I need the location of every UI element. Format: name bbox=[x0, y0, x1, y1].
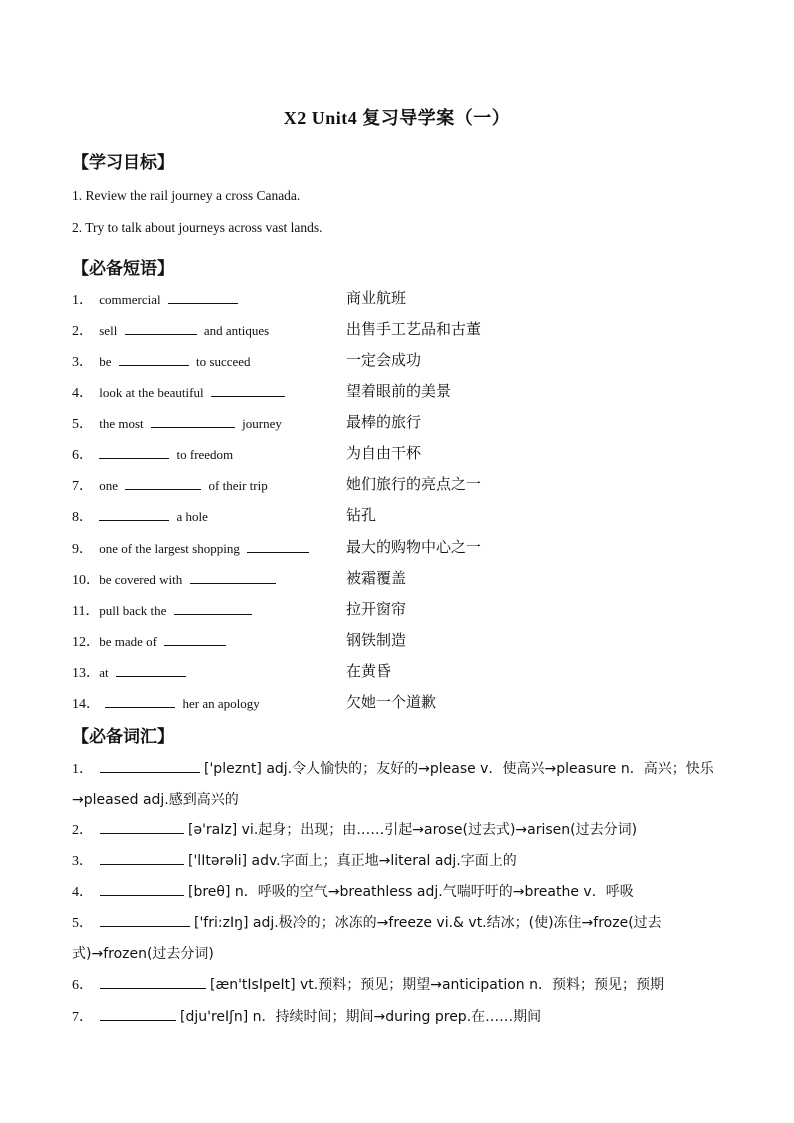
answer-blank[interactable] bbox=[125, 322, 197, 335]
answer-blank[interactable] bbox=[190, 571, 276, 584]
phrase-number: 2． bbox=[72, 324, 93, 339]
vocab-item bbox=[72, 908, 722, 970]
answer-blank[interactable] bbox=[164, 633, 226, 646]
phrase-text: one bbox=[99, 478, 119, 493]
vocab-number: 1． bbox=[72, 762, 93, 777]
phrase-number: 5． bbox=[72, 417, 93, 432]
vocab-number: 5． bbox=[72, 916, 93, 931]
phrase-number: 1． bbox=[72, 293, 93, 308]
answer-blank[interactable] bbox=[100, 760, 200, 773]
phrase-text: to succeed bbox=[196, 354, 251, 369]
phrase-text: be bbox=[99, 354, 112, 369]
phrase-translation: 钢铁制造 bbox=[346, 631, 407, 649]
phrase-row bbox=[72, 662, 190, 682]
answer-blank[interactable] bbox=[100, 852, 184, 865]
vocab-item bbox=[72, 1002, 722, 1033]
phrase-text: of their trip bbox=[208, 478, 268, 493]
phrase-text: the most bbox=[99, 416, 144, 431]
phrase-translation: 出售手工艺品和古董 bbox=[346, 320, 482, 338]
vocab-number: 3． bbox=[72, 854, 93, 869]
phrase-row bbox=[72, 506, 208, 526]
vocab-definition: [dju'reIʃn] n．持续时间；期间→during prep.在……期间 bbox=[180, 1009, 542, 1025]
page-title: X2 Unit4 复习导学案（一） bbox=[283, 108, 511, 128]
vocab-number: 4． bbox=[72, 885, 93, 900]
goal-item-1: 1. Review the rail journey a cross Canada. bbox=[72, 188, 301, 203]
phrase-text: be made of bbox=[99, 634, 158, 649]
answer-blank[interactable] bbox=[100, 914, 190, 927]
phrase-translation: 商业航班 bbox=[346, 289, 407, 307]
vocab-item bbox=[72, 970, 722, 1001]
phrase-row bbox=[72, 413, 282, 433]
answer-blank[interactable] bbox=[99, 446, 169, 459]
vocab-item bbox=[72, 877, 722, 908]
phrase-row bbox=[72, 351, 251, 371]
vocab-definition: ['lItərəli] adv.字面上；真正地→literal adj.字面上的 bbox=[188, 853, 517, 869]
answer-blank[interactable] bbox=[116, 664, 186, 677]
phrase-translation: 最大的购物中心之一 bbox=[346, 538, 482, 556]
phrase-text: journey bbox=[242, 416, 282, 431]
phrase-translation: 钻孔 bbox=[346, 506, 377, 524]
phrase-row bbox=[72, 600, 256, 620]
phrase-text: look at the beautiful bbox=[99, 385, 204, 400]
phrase-text: sell bbox=[99, 323, 118, 338]
phrase-number: 13． bbox=[72, 666, 100, 681]
phrase-text: commercial bbox=[99, 292, 161, 307]
phrase-translation: 她们旅行的亮点之一 bbox=[346, 475, 482, 493]
phrase-number: 12． bbox=[72, 635, 100, 650]
section-heading-vocab: 【必备词汇】 bbox=[72, 727, 174, 746]
phrase-number: 4． bbox=[72, 386, 93, 401]
answer-blank[interactable] bbox=[100, 821, 184, 834]
phrase-translation: 欠她一个道歉 bbox=[346, 693, 437, 711]
answer-blank[interactable] bbox=[99, 508, 169, 521]
answer-blank[interactable] bbox=[105, 695, 175, 708]
answer-blank[interactable] bbox=[211, 384, 285, 397]
phrase-text: and antiques bbox=[203, 323, 270, 338]
phrase-text: at bbox=[99, 665, 109, 680]
phrase-number: 7． bbox=[72, 479, 93, 494]
phrase-row bbox=[72, 320, 269, 340]
answer-blank[interactable] bbox=[100, 976, 206, 989]
phrase-text: be covered with bbox=[99, 572, 183, 587]
vocab-definition: [ə'raIz] vi.起身；出现；由……引起→arose(过去式)→arisen(过去分词) bbox=[188, 822, 638, 838]
phrase-translation: 拉开窗帘 bbox=[346, 600, 407, 618]
phrase-number: 3． bbox=[72, 355, 93, 370]
vocab-item bbox=[72, 815, 722, 846]
answer-blank[interactable] bbox=[119, 353, 189, 366]
phrase-number: 8． bbox=[72, 510, 93, 525]
vocab-definition: ['pleznt] adj.令人愉快的；友好的→please v．使高兴→pleasure n．高兴；快乐→pleased adj.感到高兴的 bbox=[72, 761, 714, 808]
phrase-row bbox=[72, 538, 313, 558]
answer-blank[interactable] bbox=[168, 291, 238, 304]
answer-blank[interactable] bbox=[125, 477, 201, 490]
phrase-row bbox=[72, 289, 242, 309]
answer-blank[interactable] bbox=[100, 1008, 176, 1021]
vocab-number: 7． bbox=[72, 1010, 93, 1025]
vocab-definition: [æn'tIsIpeIt] vt.预料；预见；期望→anticipation n．预料；预见；预期 bbox=[210, 977, 664, 993]
phrase-number: 14． bbox=[72, 697, 100, 712]
vocab-number: 2． bbox=[72, 823, 93, 838]
phrase-translation: 为自由干杯 bbox=[346, 444, 422, 462]
phrase-row bbox=[72, 631, 230, 651]
phrase-number: 11． bbox=[72, 604, 100, 619]
answer-blank[interactable] bbox=[247, 540, 309, 553]
vocab-item bbox=[72, 754, 722, 816]
phrase-number: 10． bbox=[72, 573, 100, 588]
phrase-translation: 望着眼前的美景 bbox=[346, 382, 452, 400]
vocab-definition: [breθ] n．呼吸的空气→breathless adj.气喘吁吁的→breathe v．呼吸 bbox=[188, 884, 634, 900]
phrase-text: one of the largest shopping bbox=[99, 541, 240, 556]
phrase-number: 9． bbox=[72, 542, 93, 557]
vocab-definition: ['fri:zIŋ] adj.极冷的；冰冻的→freeze vi.& vt.结冰；(使)冻住→froze(过去式)→frozen(过去分词) bbox=[72, 915, 662, 962]
phrase-row bbox=[72, 693, 260, 713]
phrase-text: a hole bbox=[176, 509, 208, 524]
phrase-row bbox=[72, 444, 233, 464]
phrase-translation: 一定会成功 bbox=[346, 351, 422, 369]
vocab-number: 6． bbox=[72, 978, 93, 993]
phrase-row bbox=[72, 475, 268, 495]
phrase-text: her an apology bbox=[182, 696, 260, 711]
section-heading-goals: 【学习目标】 bbox=[72, 153, 174, 172]
vocab-item bbox=[72, 846, 722, 877]
phrase-translation: 最棒的旅行 bbox=[346, 413, 422, 431]
goal-item-2: 2. Try to talk about journeys across vast lands. bbox=[72, 220, 323, 235]
answer-blank[interactable] bbox=[100, 883, 184, 896]
answer-blank[interactable] bbox=[174, 602, 252, 615]
phrase-text: to freedom bbox=[176, 447, 234, 462]
answer-blank[interactable] bbox=[151, 415, 235, 428]
phrase-translation: 在黄昏 bbox=[346, 662, 392, 680]
phrase-row bbox=[72, 382, 289, 402]
phrase-text: pull back the bbox=[99, 603, 167, 618]
phrase-translation: 被霜覆盖 bbox=[346, 569, 407, 587]
phrase-row bbox=[72, 569, 280, 589]
section-heading-phrases: 【必备短语】 bbox=[72, 259, 174, 278]
phrase-number: 6． bbox=[72, 448, 93, 463]
